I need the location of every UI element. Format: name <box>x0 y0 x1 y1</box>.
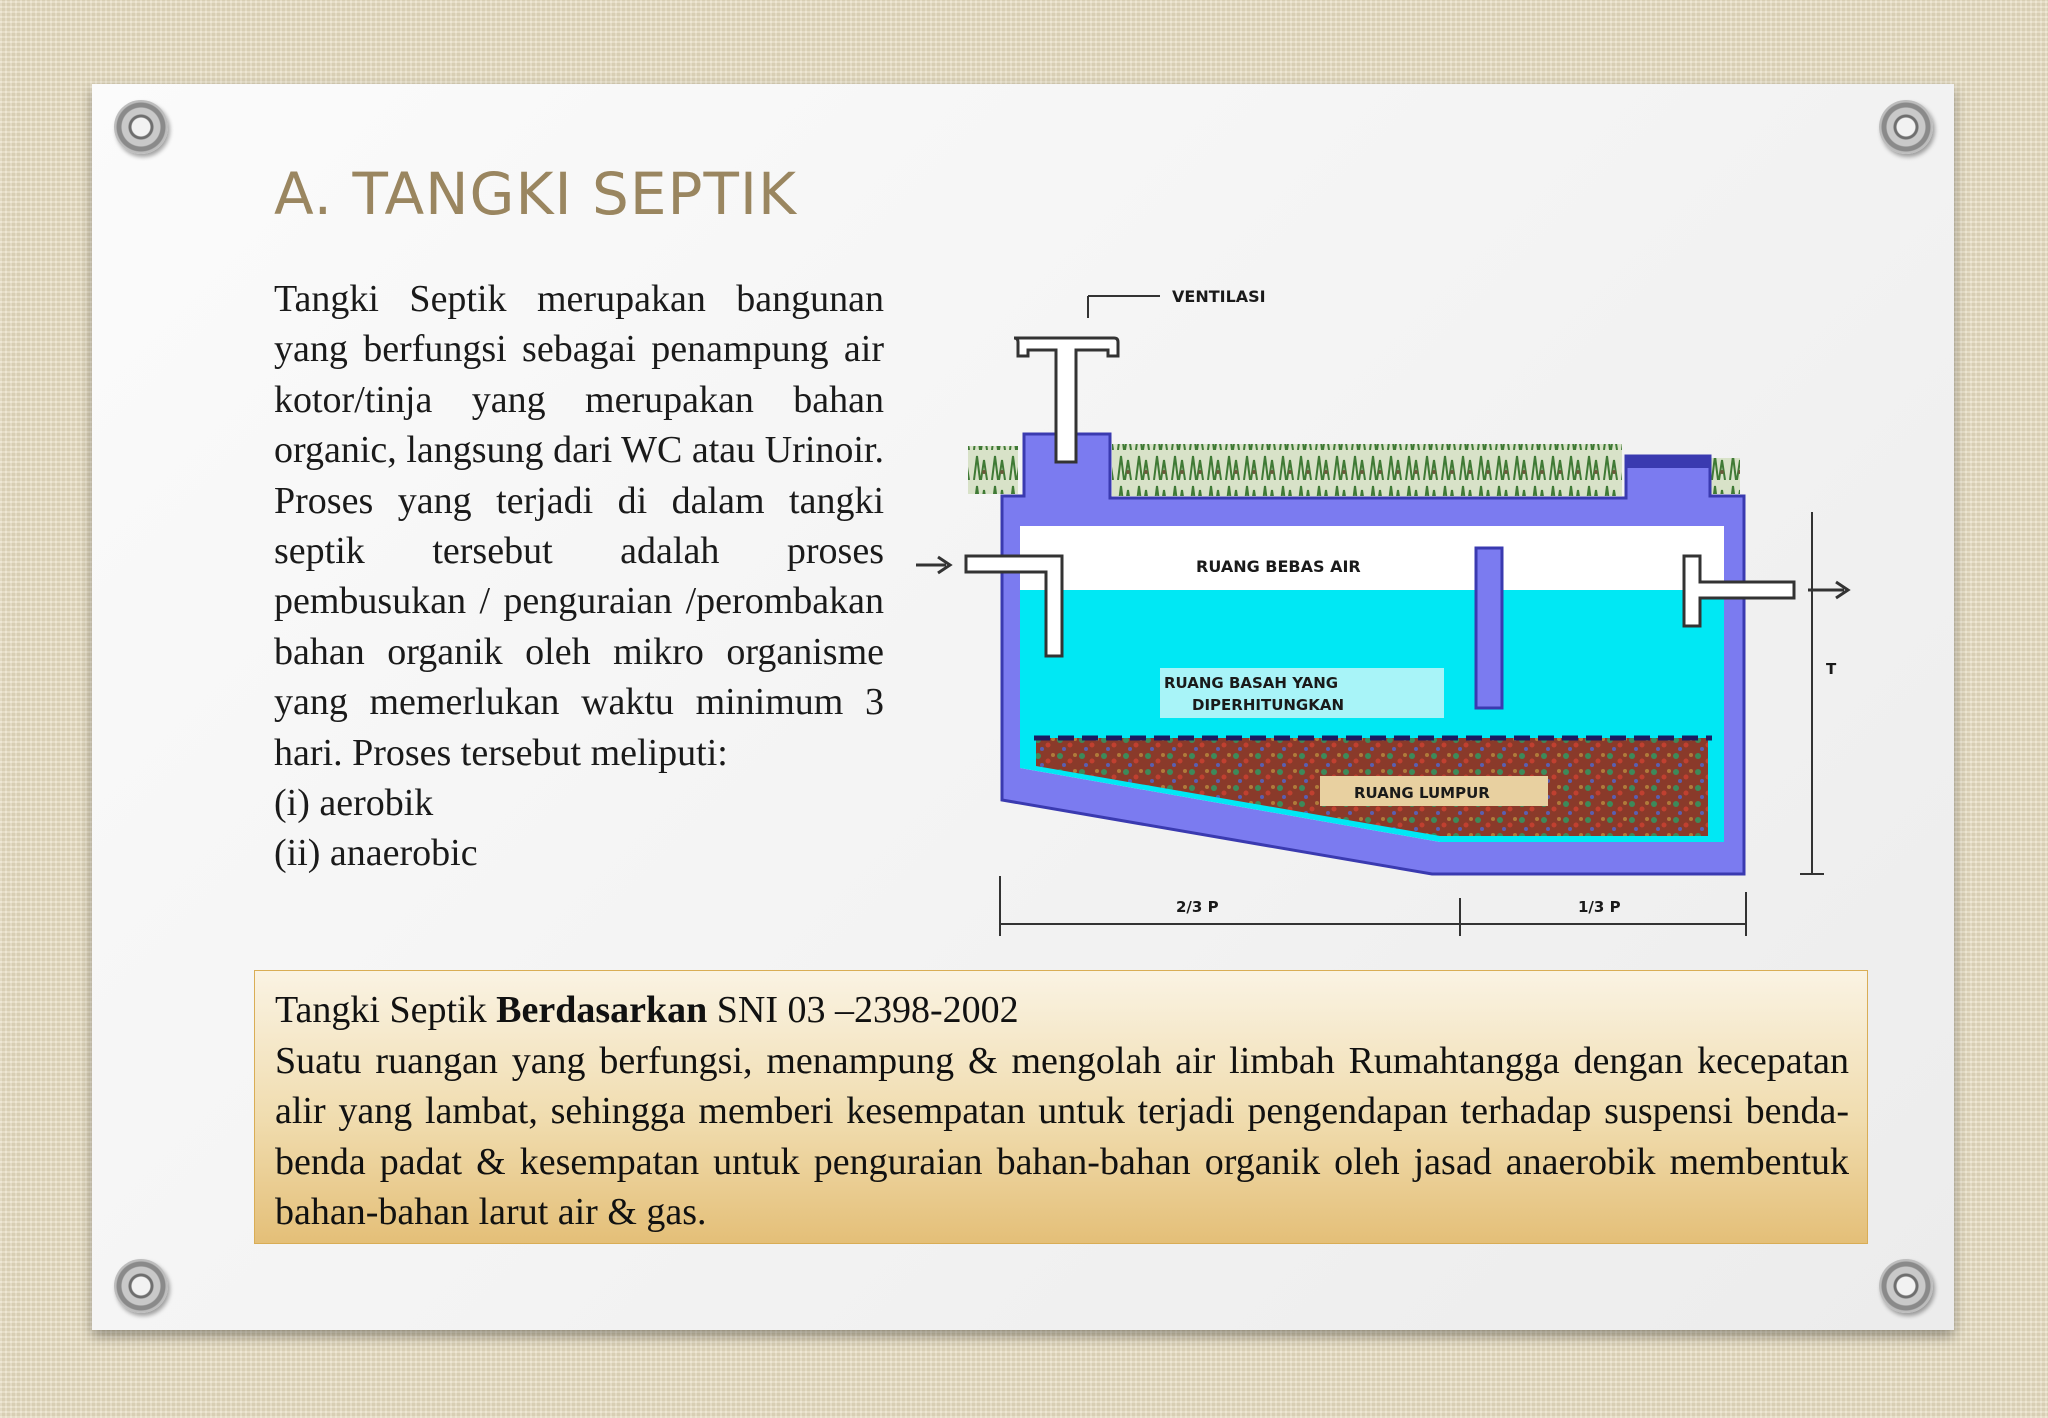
septic-tank-diagram <box>910 270 1870 950</box>
label-wet-space-1: RUANG BASAH YANG <box>1164 674 1339 692</box>
definition-heading <box>275 985 1849 1036</box>
definition-heading-suffix: SNI 03 –2398-2002 <box>707 989 1019 1031</box>
list-item: (i) aerobik <box>274 782 434 825</box>
page-title: A. TANGKI SEPTIK <box>274 160 798 228</box>
grass-right <box>1710 458 1740 494</box>
label-dim-left: 2/3 P <box>1176 898 1219 916</box>
rivet-top-left-icon <box>114 100 168 154</box>
definition-box <box>254 970 1868 1244</box>
label-wet-space-2: DIPERHITUNGKAN <box>1192 696 1345 714</box>
label-sludge-space: RUANG LUMPUR <box>1354 784 1490 802</box>
grass-top <box>1112 444 1622 496</box>
definition-body: Suatu ruangan yang berfungsi, menampung & mengolah air limbah Rumahtangga dengan kecepatan alir yang lambat, sehingga memberi kesempatan untuk terjadi pengendapan terhadap suspensi benda-benda padat & kesempatan untuk penguraian bahan-bahan organik oleh jasad anaerobik membentuk bahan-bahan larut air & gas. <box>275 1039 1849 1234</box>
definition-heading-bold: Berdasarkan <box>496 989 708 1031</box>
list-item: (ii) anaerobic <box>274 832 478 875</box>
label-dim-right: 1/3 P <box>1578 898 1621 916</box>
intro-text <box>274 274 884 879</box>
label-air-space: RUANG BEBAS AIR <box>1196 557 1361 576</box>
label-dim-height: T <box>1826 660 1837 678</box>
grass-left <box>968 446 1018 494</box>
intro-paragraph: Tangki Septik merupakan bangunan yang berfungsi sebagai penampung air kotor/tinja yang merupakan bahan organic, langsung dari WC atau Urinoir. Proses yang terjadi di dalam tangki septik tersebut adalah proses pembusukan / penguraian /perombakan bahan organik oleh mikro organisme yang memerlukan waktu minimum 3 hari. Proses tersebut meliputi: <box>274 278 884 774</box>
rivet-bottom-left-icon <box>114 1259 168 1313</box>
baffle <box>1476 548 1502 708</box>
manhole-cover <box>1626 456 1710 468</box>
rivet-top-right-icon <box>1879 100 1933 154</box>
label-ventilation: VENTILASI <box>1172 287 1266 306</box>
rivet-bottom-right-icon <box>1879 1259 1933 1313</box>
definition-heading-prefix: Tangki Septik <box>275 989 497 1031</box>
